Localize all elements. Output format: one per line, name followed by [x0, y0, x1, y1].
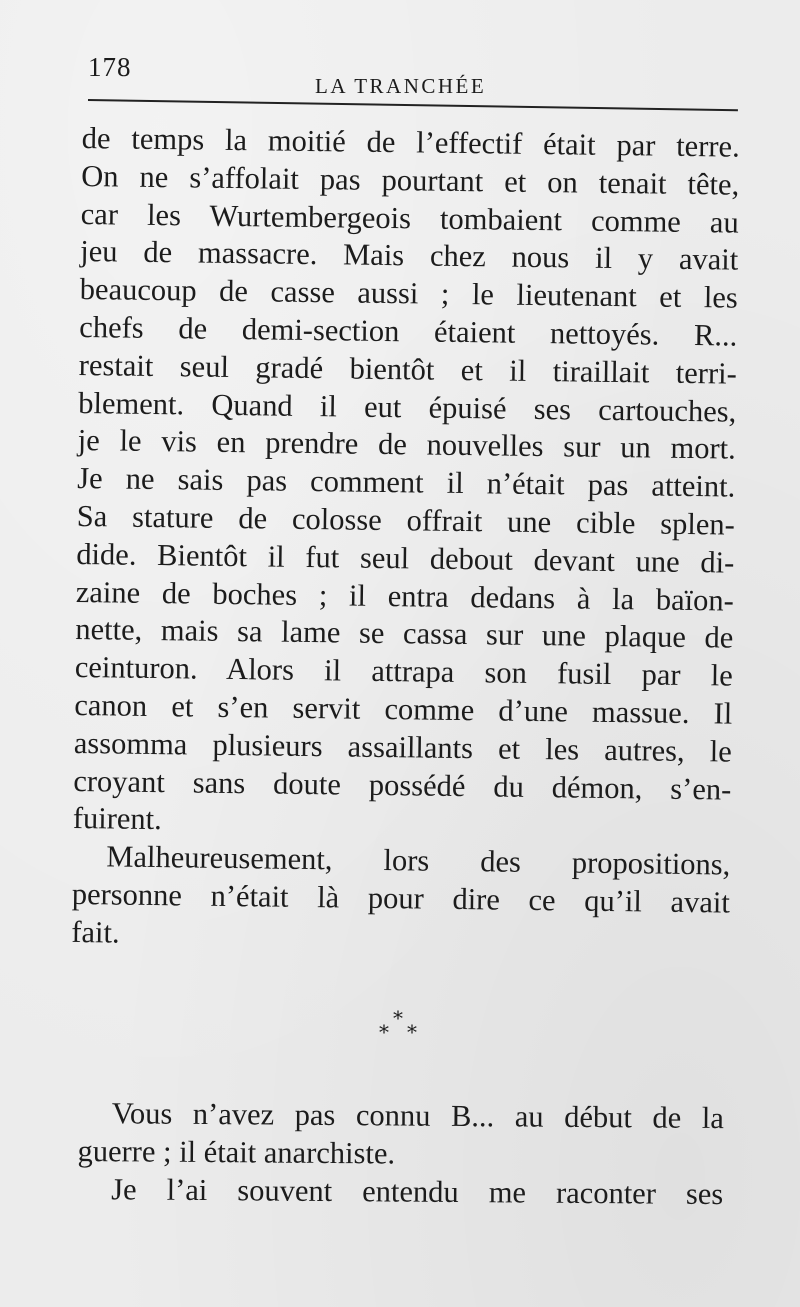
- text-line: assomma plusieurs assaillants et les autres, le: [73, 725, 733, 769]
- text-line: ceinturon. Alors il attrapa son fusil par le: [74, 650, 734, 693]
- asterisk-glyph: *: [379, 1020, 389, 1044]
- asterisk-glyph: *: [407, 1020, 417, 1044]
- text-line: jeu de massacre. Mais chez nous il y avait: [80, 234, 739, 277]
- text-line: Je ne sais pas comment il n’était pas atteint.: [77, 461, 736, 504]
- text-line: fait.: [71, 914, 120, 950]
- body-text-bottom: [77, 1094, 724, 1213]
- running-title: LA TRANCHÉE: [315, 74, 487, 98]
- text-line: restait seul gradé bientôt et il tiraillait terri-: [78, 347, 737, 391]
- page-number: 178: [88, 52, 132, 82]
- header-rule: [88, 99, 738, 111]
- text-line: guerre ; il était anarchiste.: [77, 1133, 396, 1171]
- text-line: dide. Bientôt il fut seul debout devant une di-: [76, 536, 735, 580]
- text-line: car les Wurtembergeois tombaient comme au: [80, 196, 739, 240]
- text-line: blement. Quand il eut épuisé ses cartouches,: [78, 385, 737, 429]
- text-line: Malheureusement, lors des propositions,: [106, 839, 731, 882]
- text-line: fuirent.: [72, 801, 163, 837]
- asterisk-glyph: *: [393, 1006, 403, 1030]
- text-line: personne n’était là pour dire ce qu’il avait: [71, 876, 731, 920]
- text-line: nette, mais sa lame se cassa sur une plaque de: [75, 612, 734, 655]
- paragraph: [77, 1170, 723, 1213]
- text-line: On ne s’affolait pas pourtant et on tenait tête,: [81, 158, 740, 202]
- section-separator-asterism: [375, 1008, 425, 1048]
- text-line: Vous n’avez pas connu B... au début de la: [111, 1096, 724, 1136]
- text-line: beaucoup de casse aussi ; le lieutenant et les: [79, 272, 738, 315]
- text-line: canon et s’en servit comme d’une massue. Il: [74, 687, 733, 731]
- text-line: Je l’ai souvent entendu me raconter ses: [111, 1172, 724, 1212]
- paragraph: [71, 838, 730, 960]
- paragraph: [77, 1094, 724, 1175]
- body-text-top: [71, 120, 740, 960]
- text-line: croyant sans doute possédé du démon, s’en-: [73, 763, 732, 807]
- text-line: zaine de boches ; il entra dedans à la baïon-: [75, 574, 734, 618]
- paragraph: [73, 120, 740, 847]
- text-line: Sa stature de colosse offrait une cible splen-: [76, 498, 735, 542]
- text-line: chefs de demi-section étaient nettoyés. R...: [79, 309, 738, 353]
- text-line: je le vis en prendre de nouvelles sur un mort.: [77, 423, 736, 466]
- text-line: de temps la moitié de l’effectif était par terre.: [81, 120, 740, 164]
